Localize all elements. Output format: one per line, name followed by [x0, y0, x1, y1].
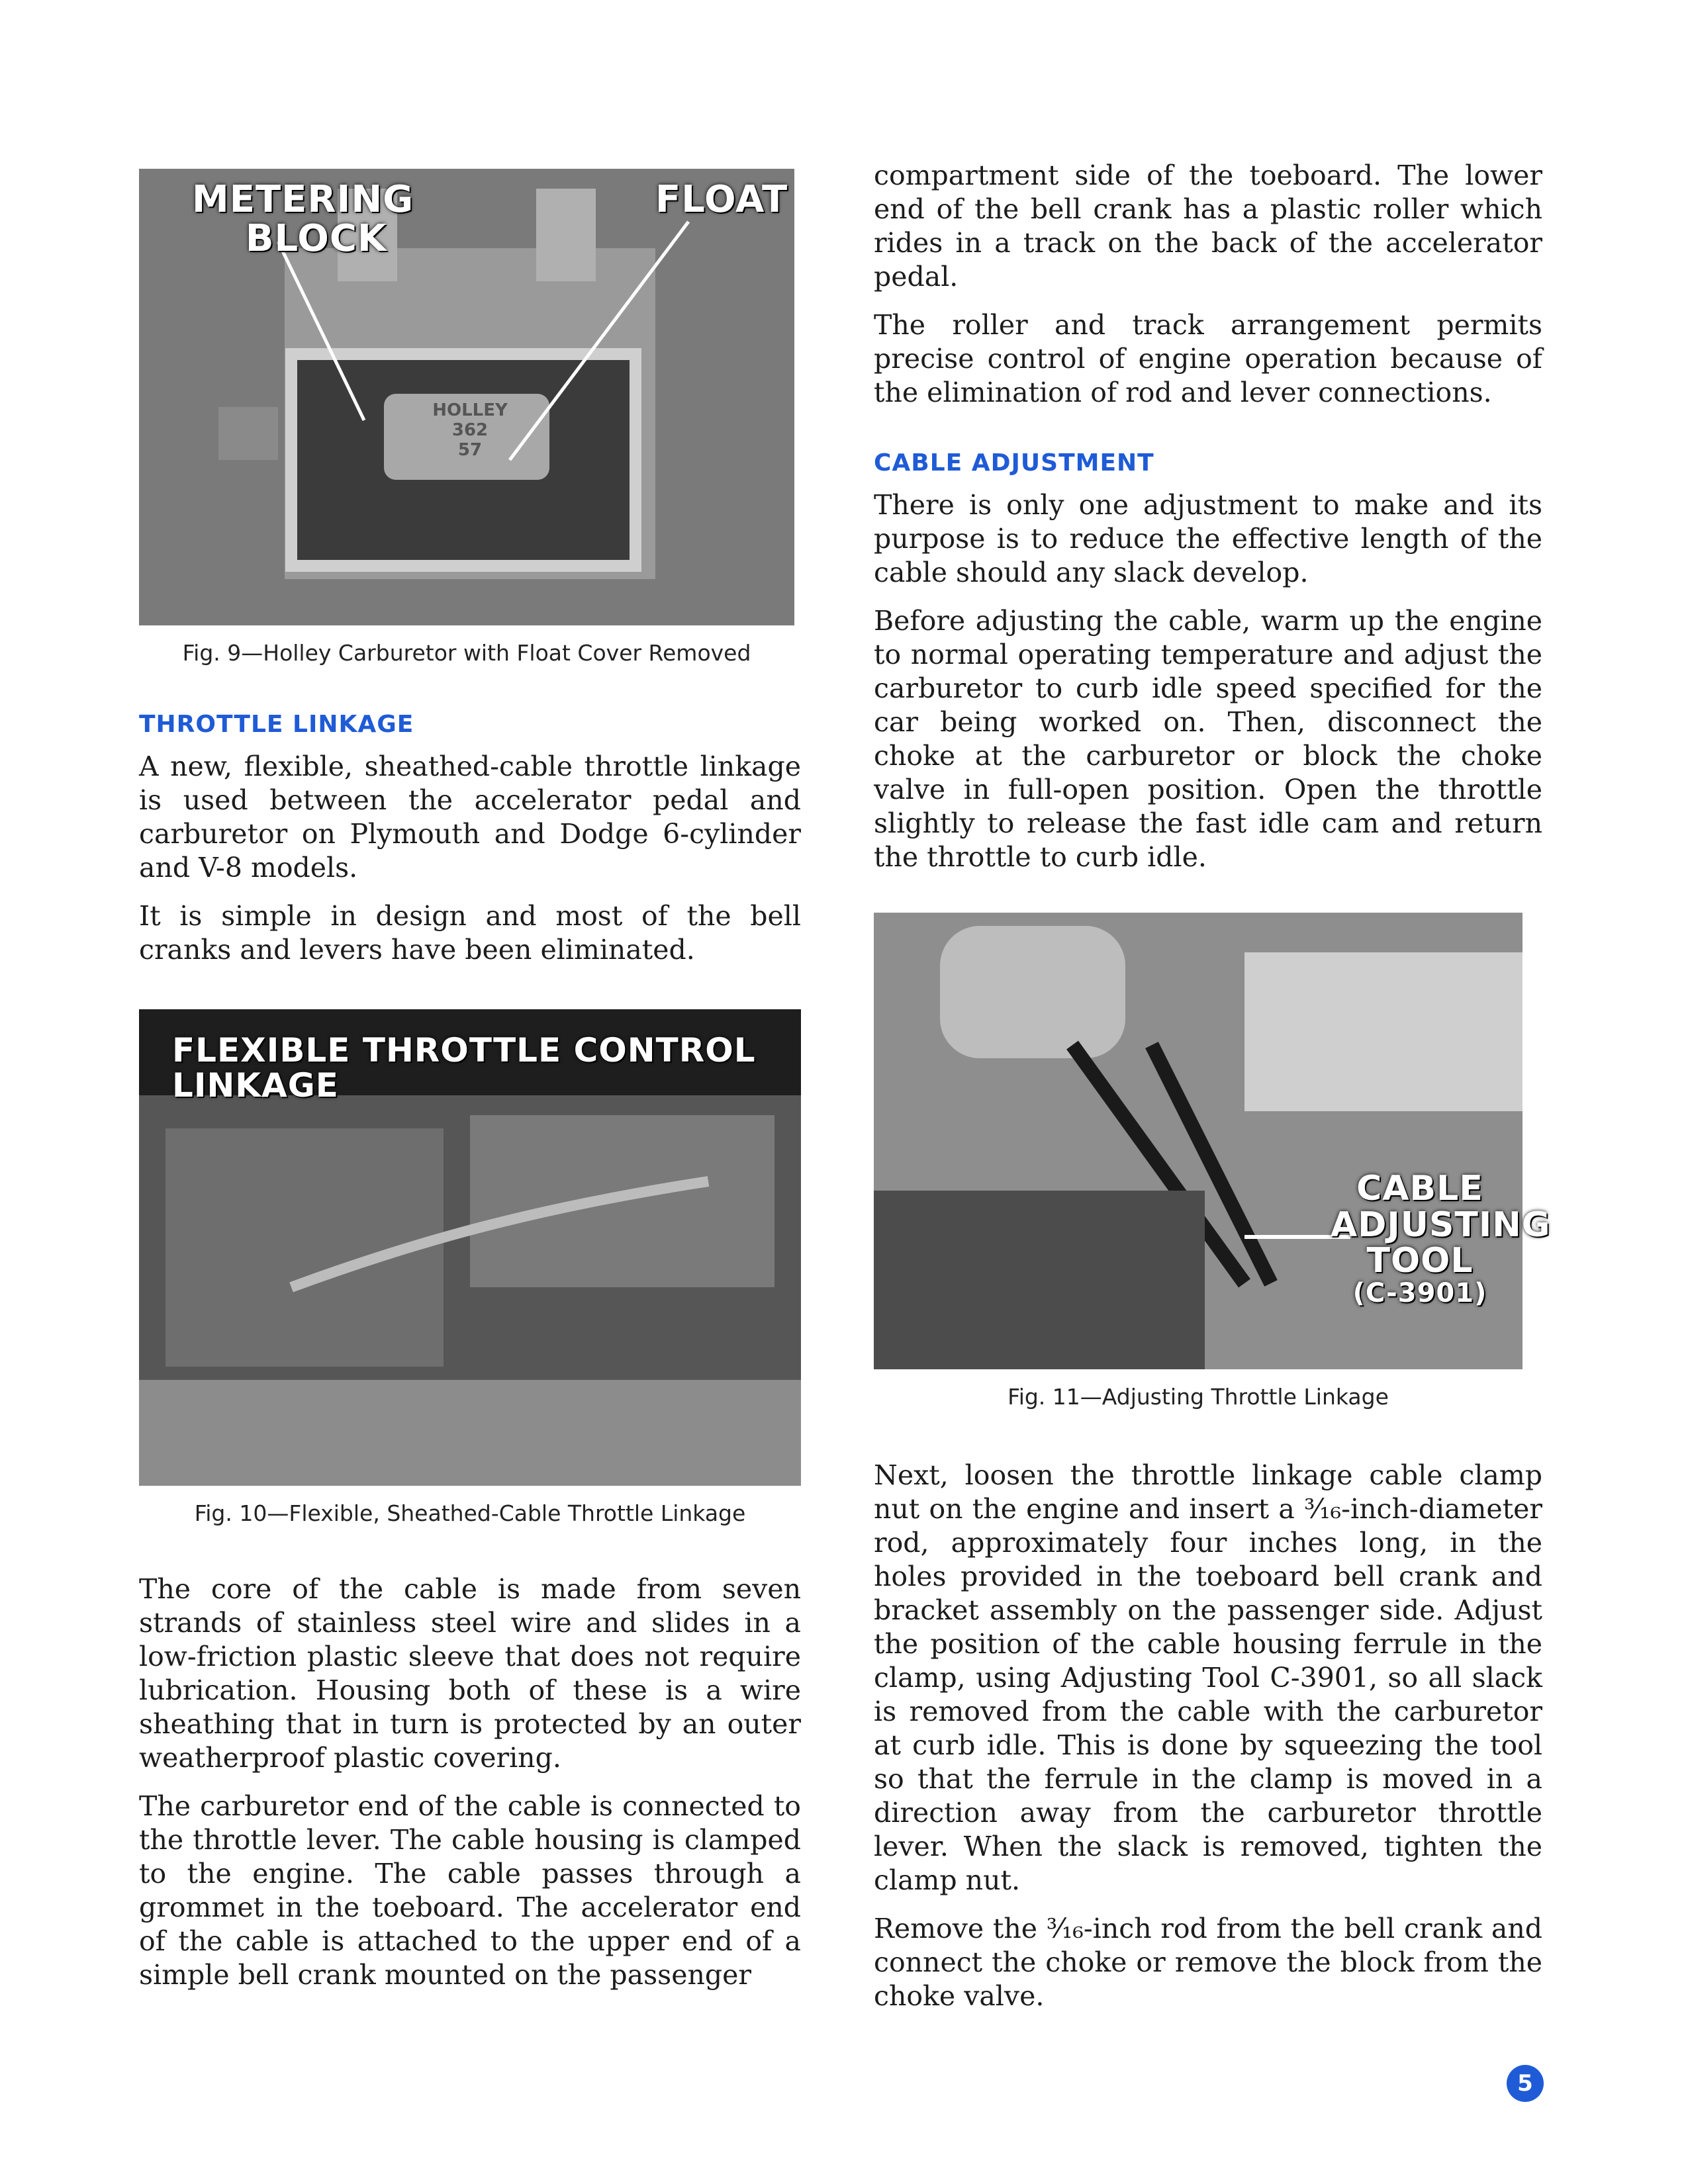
figure-9-photo	[139, 169, 794, 625]
remove-rod-paragraph: Remove the ³⁄₁₆-inch rod from the bell crank and connect the choke or remove the block from the choke valve.	[874, 1913, 1542, 2012]
figure-10-caption: Fig. 10—Flexible, Sheathed-Cable Throttle Linkage	[194, 1500, 746, 1526]
callout-metering: METERING	[192, 178, 414, 221]
callout-tool-number: (C-3901)	[1352, 1277, 1487, 1308]
callout-cable-adjusting-tool	[1331, 1169, 1551, 1308]
callout-tool: TOOL	[1366, 1241, 1474, 1281]
plate-line-3: 57	[457, 440, 483, 460]
cable-adjustment-paragraph-1: There is only one adjustment to make and its purpose is to reduce the effective length of the cable should any slack develop.	[874, 489, 1542, 588]
figure-9-caption: Fig. 9—Holley Carburetor with Float Cover Removed	[182, 640, 751, 666]
right-column	[874, 159, 1551, 2013]
callout-adjusting: ADJUSTING	[1331, 1205, 1551, 1245]
callout-metering-block	[192, 178, 414, 260]
figure-10-photo	[139, 1009, 801, 1486]
throttle-linkage-paragraph-2: It is simple in design and most of the bell cranks and levers have been eliminated.	[139, 900, 801, 966]
callout-cable: CABLE	[1356, 1169, 1483, 1208]
holley-plate	[404, 400, 536, 460]
loosen-clamp-paragraph: Next, loosen the throttle linkage cable clamp nut on the engine and insert a ³⁄₁₆-inch-diameter rod, approximately four inches long, in the holes provided in the toeboard bell crank and bracket assembly on the passenger side. Adjust the position of the cable housing ferrule in the clamp, using Adjusting Tool C-3901, so all slack is removed from the cable with the carburetor at curb idle. This is done by squeezing the tool so that the ferrule in the clamp is moved in a direction away from the carburetor throttle lever. When the slack is removed, tighten the clamp nut.	[874, 1459, 1542, 1896]
toeboard-paragraph: compartment side of the toeboard. The lower end of the bell crank has a plastic roller which rides in a track on the back of the accelerator pedal.	[874, 159, 1542, 293]
cable-core-paragraph: The core of the cable is made from seven strands of stainless steel wire and slides in a low-friction plastic sleeve that does not require lubrication. Housing both of these is a wire sheathing that in turn is protected by an outer weatherproof plastic covering.	[139, 1573, 801, 1774]
figure-11-caption: Fig. 11—Adjusting Throttle Linkage	[1008, 1384, 1389, 1410]
cable-adjustment-paragraph-2: Before adjusting the cable, warm up the engine to normal operating temperature and adjust the carburetor to curb idle speed specified for the car being worked on. Then, disconnect the choke at the carburetor or block the choke valve in full-open position. Open the throttle slightly to release the fast idle cam and return the throttle to curb idle.	[874, 605, 1542, 873]
callout-block: BLOCK	[245, 216, 387, 260]
page-number-badge: 5	[1507, 2065, 1544, 2102]
throttle-linkage-heading: THROTTLE LINKAGE	[139, 711, 414, 738]
plate-line-2: 362	[451, 420, 489, 440]
throttle-linkage-paragraph-1: A new, flexible, sheathed-cable throttle linkage is used between the accelerator pedal and carburetor on Plymouth and Dodge 6-cylinder and V-8 models.	[139, 751, 801, 884]
figure-11-photo	[874, 913, 1551, 1369]
callout-float: FLOAT	[655, 178, 788, 221]
carburetor-end-paragraph: The carburetor end of the cable is connected to the throttle lever. The cable housing is clamped to the engine. The cable passes through a grommet in the toeboard. The accelerator end of the cable is attached to the upper end of a simple bell crank mounted on the passenger	[139, 1790, 801, 1991]
left-column	[139, 169, 801, 1992]
roller-track-paragraph: The roller and track arrangement permits precise control of engine operation because of the elimination of rod and lever connections.	[874, 309, 1542, 408]
plate-line-1: HOLLEY	[432, 400, 508, 420]
figure-10-banner: FLEXIBLE THROTTLE CONTROL LINKAGE	[172, 1031, 756, 1105]
cable-adjustment-heading: CABLE ADJUSTMENT	[874, 449, 1154, 477]
